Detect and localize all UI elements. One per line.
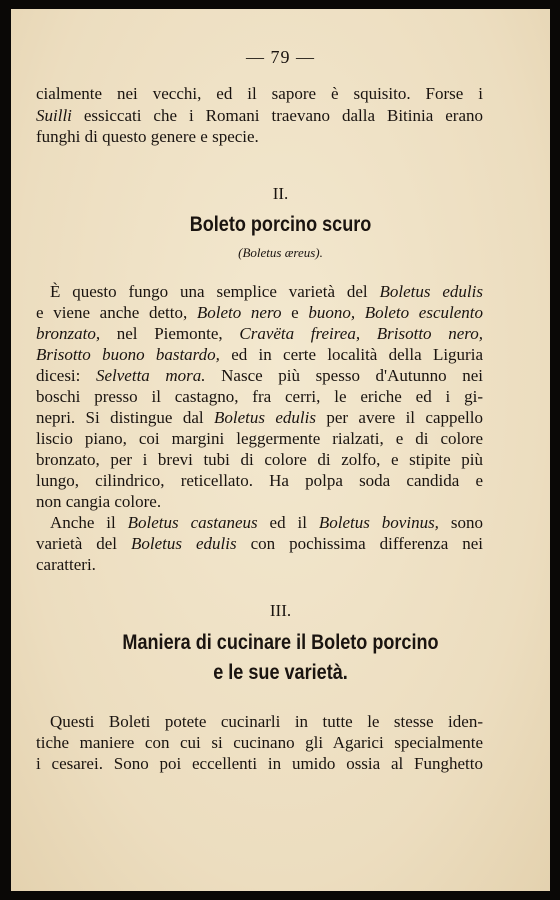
- book-page: [11, 9, 550, 891]
- text-line: tiche maniere con cui si cucinano gli Agarici specialmente: [36, 733, 483, 752]
- section-numeral: III.: [269, 601, 292, 620]
- section-numeral: II.: [272, 184, 289, 203]
- text-line: Suilli essiccati che i Romani traevano dalla Bitinia erano: [36, 106, 483, 125]
- italic-term: Suilli: [36, 106, 72, 125]
- text-line: lungo, cilindrico, reticellato. Ha polpa soda candida e: [36, 471, 483, 490]
- text-line: funghi di questo genere e specie.: [36, 127, 259, 146]
- text-line: liscio piano, coi margini leggermente rialzati, e di colore: [36, 429, 483, 448]
- text-line: varietà del Boletus edulis con pochissima differenza nei: [36, 534, 484, 553]
- text-line: dicesi: Selvetta mora. Nasce più spesso d'Autunno nei: [36, 366, 483, 385]
- text-line: Anche il Boletus castaneus ed il Boletus bovinus, sono: [50, 513, 483, 532]
- text-line: Questi Boleti potete cucinarli in tutte le stesse iden-: [50, 712, 483, 731]
- text-line: bronzato, per i brevi tubi di colore di zolfo, e stipite più: [36, 450, 483, 469]
- text-line: cialmente nei vecchi, ed il sapore è squisito. Forse i: [36, 84, 483, 103]
- text-line: Brisotto buono bastardo, ed in certe località della Liguria: [36, 345, 483, 364]
- text-line: boschi presso il castagno, fra cerri, le eriche ed i gi-: [36, 387, 483, 406]
- text-line: e viene anche detto, Boleto nero e buono, Boleto esculento: [36, 303, 484, 322]
- text-line: bronzato, nel Piemonte, Cravëta freirea, Brisotto nero,: [36, 324, 484, 343]
- page-number: — 79 —: [246, 47, 315, 67]
- text-line: È questo fungo una semplice varietà del Boletus edulis: [50, 282, 483, 301]
- text-line: caratteri.: [36, 555, 96, 574]
- section-title: e le sue varietà.: [213, 661, 348, 684]
- section-title: Boleto porcino scuro: [189, 213, 372, 236]
- text-line: i cesarei. Sono poi eccellenti in umido ossia al Funghetto: [36, 754, 483, 773]
- text-line: nepri. Si distingue dal Boletus edulis per avere il cappello: [36, 408, 483, 427]
- section-title: Maniera di cucinare il Boleto porcino: [122, 631, 439, 654]
- section-subtitle: (Boletus æreus).: [238, 245, 323, 260]
- text-line: non cangia colore.: [36, 492, 162, 511]
